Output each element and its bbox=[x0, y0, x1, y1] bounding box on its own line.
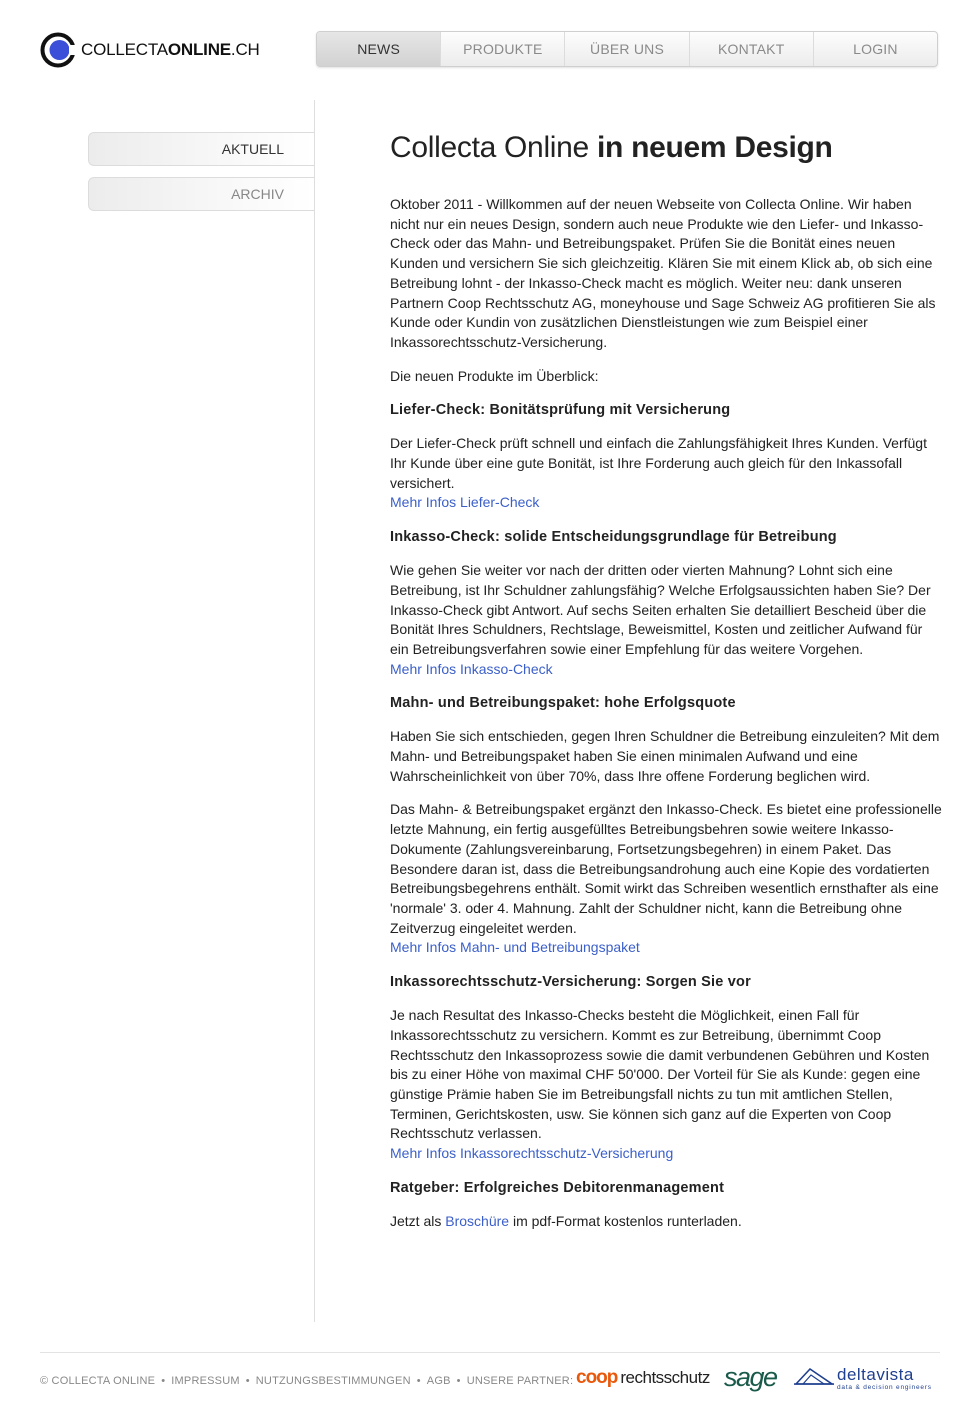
link-rechtsschutz[interactable]: Mehr Infos Inkassorechtsschutz-Versicherung bbox=[390, 1145, 674, 1162]
section-heading-mahnpaket: Mahn- und Betreibungspaket: hohe Erfolgsquote bbox=[390, 695, 736, 712]
logo-icon bbox=[40, 32, 76, 68]
footer-copyright: © COLLECTA ONLINE bbox=[40, 1375, 156, 1387]
intro-paragraph: Oktober 2011 - Willkommen auf der neuen Webseite von Collecta Online. Wir haben nicht nur ein neues Design, sondern auch neue Produkte wie den Liefer- und Inkasso-Check oder das Mahn- und Betreibungspaket. Prüfen Sie die Bonität eines neuen Kunden und versichern Sie sich gleichzeitig. Klären Sie mit einem Klick ab, ob sich eine Betreibung lohnt - der Inkasso-Check macht es möglich. Weiter neu: dank unseren Partnern Coop Rechtsschutz AG, moneyhouse und Sage Schweiz AG profitieren Sie als Kunde oder Kundin von zusätzlichen Dienstleistungen wie zum Beispiel einer Inkassorechtsschutz-Versicherung. bbox=[390, 196, 936, 350]
footer-link-nutzungsbestimmungen[interactable]: NUTZUNGSBESTIMMUNGEN bbox=[255, 1375, 411, 1387]
overview-text: Die neuen Produkte im Überblick: bbox=[390, 367, 599, 384]
section-text-inkasso-check: Wie gehen Sie weiter vor nach der dritten oder vierten Mahnung? Lohnt sich eine Betreibung, ist Ihr Schuldner zahlungsfähig? Welche Erfolgsaussichten haben Sie? Der Inkasso-Check gibt Antwort. Auf sechs Seiten erhalten Sie detailliert Bescheid über die Bonität Ihres Schuldners, Rechtslage, Beweismittel, Kosten und zeitlicher Aufwand für ein Betreibungsverfahren sowie einer Empfehlung für das weitere Vorgehen. bbox=[390, 562, 931, 657]
page-title: Collecta Online in neuem Design bbox=[390, 131, 833, 164]
deltavista-logo-text: deltavista bbox=[837, 1365, 914, 1384]
sidebar-item-archiv[interactable]: ARCHIV bbox=[88, 177, 314, 211]
section-heading-inkasso-check: Inkasso-Check: solide Entscheidungsgrundlage für Betreibung bbox=[390, 529, 837, 546]
link-liefer-check[interactable]: Mehr Infos Liefer-Check bbox=[390, 494, 540, 511]
deltavista-icon bbox=[794, 1367, 834, 1390]
sidebar-divider bbox=[314, 100, 315, 1322]
link-inkasso-check[interactable]: Mehr Infos Inkasso-Check bbox=[390, 660, 553, 677]
section-text-rechtsschutz: Je nach Resultat des Inkasso-Checks besteht die Möglichkeit, einen Fall für Inkassorechtsschutz zu versichern. Kommt es zur Betreibung, übernimmt Coop Rechtsschutz den Inkassoprozess sowie die damit verbundenen Gebühren und Kosten bis zu einer Höhe von maximal CHF 50'000. Der Vorteil für Sie als Kunde: gegen eine günstige Prämie haben Sie im Betreibungsfall nichts zu tun mit amtlichen Stellen, Terminen, Gerichtskosten, usw. Sie können sich ganz auf die Experten von Coop Rechtsschutz verlassen. bbox=[390, 1007, 930, 1142]
link-mahnpaket[interactable]: Mehr Infos Mahn- und Betreibungspaket bbox=[390, 939, 640, 956]
footer bbox=[40, 1375, 573, 1387]
main-nav bbox=[316, 31, 938, 67]
footer-separator: • bbox=[416, 1375, 421, 1387]
section-heading-ratgeber: Ratgeber: Erfolgreiches Debitorenmanagement bbox=[390, 1179, 725, 1196]
section-text-mahnpaket-2: Das Mahn- & Betreibungspaket ergänzt den Inkasso-Check. Es bietet eine professionelle letzte Mahnung, ein fertig ausgefülltes Betreibungsbehren sowie weitere Inkasso-Dokumente (Zahlungsvereinbarung, Fortsetzungsbegehren) in einem Paket. Das Besondere daran ist, dass die Betreibungsandrohung auch eine Kopie des vordatierten Betreibungsbegehrens enthält. Somit wirkt das Schreiben wesentlich ernsthafter als eine 'normale' 3. oder 4. Mahnung. Zahlt der Schuldner nicht, kann die Betreibung ohne Zeitverzug eingeleitet werden. bbox=[390, 801, 942, 936]
partner-coop-rechtsschutz[interactable] bbox=[576, 1367, 710, 1389]
section-text-ratgeber: Jetzt als Broschüre im pdf-Format kostenlos runterladen. bbox=[390, 1212, 742, 1229]
sidebar-item-aktuell[interactable]: AKTUELL bbox=[88, 132, 314, 166]
section-text-liefer-check: Der Liefer-Check prüft schnell und einfach die Zahlungsfähigkeit Ihres Kunden. Verfügt Ihr Kunde über eine gute Bonität, ist Ihre Forderung auch gleich für den Inkassofall versichert. bbox=[390, 435, 927, 491]
section-heading-liefer-check: Liefer-Check: Bonitätsprüfung mit Versicherung bbox=[390, 402, 731, 419]
rechtsschutz-logo-text: rechtsschutz bbox=[620, 1368, 710, 1387]
nav-ueber-uns[interactable]: ÜBER UNS bbox=[565, 32, 689, 66]
nav-news[interactable]: NEWS bbox=[317, 32, 441, 66]
deltavista-tagline: data & decision engineers bbox=[837, 1384, 932, 1391]
footer-partners-label: UNSERE PARTNER: bbox=[466, 1375, 574, 1387]
footer-link-agb[interactable]: AGB bbox=[426, 1375, 451, 1387]
footer-divider bbox=[40, 1352, 940, 1353]
link-broschuere[interactable]: Broschüre bbox=[445, 1212, 510, 1229]
nav-produkte[interactable]: PRODUKTE bbox=[441, 32, 565, 66]
article bbox=[390, 128, 942, 1245]
partner-sage[interactable] bbox=[724, 1362, 777, 1393]
nav-kontakt[interactable]: KONTAKT bbox=[690, 32, 814, 66]
nav-login[interactable]: LOGIN bbox=[853, 41, 898, 57]
sage-logo: sage bbox=[724, 1362, 777, 1392]
section-heading-rechtsschutz: Inkassorechtsschutz-Versicherung: Sorgen Sie vor bbox=[390, 974, 751, 991]
logo-text: COLLECTAONLINE.CH bbox=[81, 40, 260, 59]
section-text-mahnpaket: Haben Sie sich entschieden, gegen Ihren Schuldner die Betreibung einzuleiten? Mit dem Mahn- und Betreibungspaket haben Sie einen minimalen Aufwand und eine Wahrscheinlichkeit von über 70%, dass Ihre offene Forderung beglichen wird. bbox=[390, 728, 940, 784]
partner-deltavista[interactable] bbox=[794, 1366, 932, 1392]
footer-separator: • bbox=[456, 1375, 461, 1387]
footer-separator: • bbox=[161, 1375, 166, 1387]
footer-separator: • bbox=[245, 1375, 250, 1387]
site-logo[interactable] bbox=[40, 31, 260, 69]
coop-logo: coop bbox=[576, 1367, 618, 1388]
footer-link-impressum[interactable]: IMPRESSUM bbox=[171, 1375, 240, 1387]
